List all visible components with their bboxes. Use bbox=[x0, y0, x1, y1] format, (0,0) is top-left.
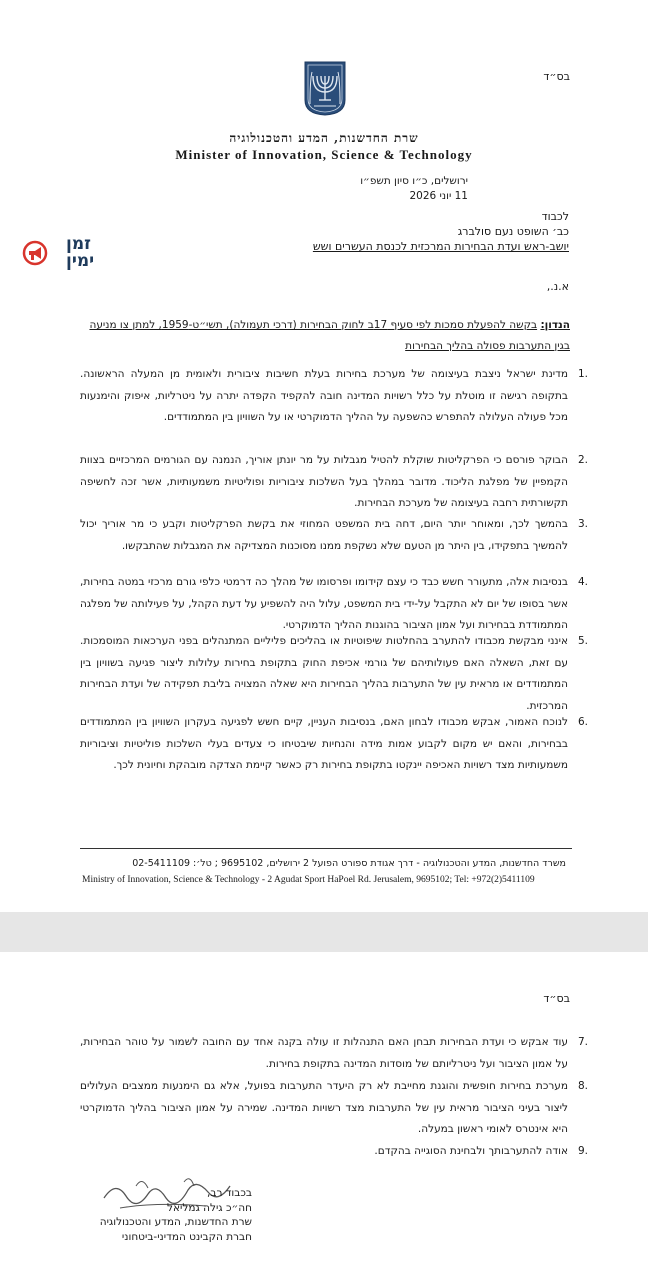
paragraph-text: מערכת בחירות חופשית והוגנת מחייבת לא רק היעדר התערבות בפועל, אלא גם הימנעות ממצבים העלולים ליצור בעיני הציבור מראית עין של התערבות מצד רשויות המדינה. שמירה על אמון הציבור בהליך הדמוקרטי היא אינטרס לאומי ראשון במעלה. bbox=[80, 1080, 568, 1135]
paragraph-9 bbox=[80, 1141, 588, 1163]
signature-block bbox=[100, 1186, 252, 1244]
logo-line-2: ימין bbox=[66, 251, 95, 271]
paragraph-7 bbox=[80, 1032, 588, 1075]
subject-line bbox=[80, 315, 570, 357]
paragraph-number: .7 bbox=[577, 1036, 588, 1048]
paragraph-number: .3 bbox=[577, 518, 588, 530]
megaphone-icon bbox=[22, 240, 48, 266]
addressee-honorific: לכבוד bbox=[541, 210, 569, 223]
paragraph-text: הבוקר פורסם כי הפרקליטות שוקלת להטיל מגבלות על מר יונתן אוריך, הנמנה עם הגורמים המרכזיים בצוות הקמפיין של מפלגת הליכוד. מדובר במהלך בעל השלכות ציבוריות ופוליטיות משמעותיות, אשר זכה לחשיפה תקשורתית רחבה בעיצומה של מערכת הבחירות. bbox=[80, 454, 568, 509]
paragraph-text: אינני מבקשת מכבודו להתערב בהחלטות שיפוטיות או בהליכים פליליים המתנהלים בפני הערכאות המוסמכות. עם זאת, השאלה האם פעולותיהם של גורמי אכיפת החוק בתקופת בחירות עלולות ליצור פגיעה בשוויון בין המתמודדים או מראית עין של התערבות בהליך הבחירות היא שאלה המצויה בליבת תפקידה של ועדת הבחירות המרכזית. bbox=[80, 635, 568, 712]
paragraph-6 bbox=[80, 712, 588, 777]
greeting: א.נ., bbox=[546, 280, 569, 293]
paragraph-number: .2 bbox=[577, 454, 588, 466]
date-block bbox=[360, 174, 468, 204]
paragraph-number: .6 bbox=[577, 716, 588, 728]
bsd-header: בס״ד bbox=[543, 70, 570, 83]
paragraph-number: .9 bbox=[577, 1145, 588, 1157]
signer-title-1: שרת החדשנות, המדע והטכנולוגיה bbox=[99, 1216, 252, 1228]
paragraph-4 bbox=[80, 572, 588, 637]
paragraph-8 bbox=[80, 1076, 588, 1141]
paragraph-text: בנסיבות אלה, מתעורר חשש כבד כי עצם קידומו ופרסומו של מהלך כה דרמטי כלפי גורם מרכזי במטה בחירות, אשר בסופו של יום לא התקבל על-ידי בית המשפט, עלול היה להשפיע על דעת הקהל, על פעילותה של מפלגה המתמודדת בבחירות ועל אמון הציבור בהוגנות ההליך הדמוקרטי. bbox=[80, 576, 568, 631]
paragraph-number: .5 bbox=[577, 635, 588, 647]
ministry-name-hebrew: שרת החדשנות, המדע והטכנולוגיה bbox=[229, 131, 419, 145]
subject-label: הנדון: bbox=[540, 319, 570, 331]
paragraph-text: לנוכח האמור, אבקש מכבודו לבחון האם, בנסיבות העניין, קיים חשש לפגיעה בעקרון השוויון בין המתמודדים בבחירות, והאם יש מקום לקבוע אמות מידה והנחיות שיבטיחו כי צעדים בעלי השלכות פוליטיות וציבוריות משמעותיות מצד רשויות האכיפה יינקטו בתקופת בחירות רק כאשר קיימת הצדקה מובהקת וחיונית לכך. bbox=[80, 716, 568, 771]
paragraph-number: .4 bbox=[577, 576, 588, 588]
date-hebrew: ירושלים, כ״ו סיון תשפ״ו bbox=[360, 175, 468, 187]
subject-text: בקשה להפעלת סמכות לפי סעיף 17ב לחוק הבחירות (דרכי תעמולה), תשי״ט-1959, למתן צו מניעה בגין התערבות פסולה בהליך הבחירות bbox=[89, 319, 570, 352]
ministry-name-english: Minister of Innovation, Science & Technology bbox=[175, 147, 473, 162]
footer-hebrew: משרד החדשנות, המדע והטכנולוגיה - דרך אגודת ספורט הפועל 2 ירושלים, 9695102 ; טל׳: 02-5411109 bbox=[132, 858, 566, 869]
footer-english: Ministry of Innovation, Science & Technology - 2 Agudat Sport HaPoel Rd. Jerusalem, 9695102; Tel: +972(2)5411109 bbox=[82, 875, 535, 885]
paragraph-2 bbox=[80, 450, 588, 515]
signer-name: חה״כ גילה גמליאל bbox=[167, 1201, 252, 1214]
paragraph-text: מדינת ישראל ניצבת בעיצומה של מערכת בחירות בעלת חשיבות ציבורית ולאומית מן המעלה הראשונה. בתקופה רגישה זו מוטלת על כלל רשויות המדינה חובה להקפיד הקפדה יתרה על ניטרליות, איפוק והימנעות מכל פעולה העלולה להתפרש כהשפעה על ההליך הדמוקרטי או על השוויון בין המתמודדים. bbox=[80, 368, 568, 423]
paragraph-text: אודה להתערבותך ולבחינת הסוגייה בהקדם. bbox=[374, 1145, 568, 1157]
signer-title-2: חברת הקבינט המדיני-ביטחוני bbox=[121, 1230, 252, 1243]
addressee-title: יושב-ראש ועדת הבחירות המרכזית לכנסת העשרים ושש bbox=[312, 240, 569, 253]
addressee-name: כב׳ השופט נעם סולברג bbox=[457, 225, 569, 238]
bsd-header: בס״ד bbox=[543, 992, 570, 1005]
paragraph-1 bbox=[80, 364, 588, 429]
paragraph-number: .1 bbox=[577, 368, 588, 380]
paragraph-number: .8 bbox=[577, 1080, 588, 1092]
addressee-block bbox=[313, 209, 569, 254]
state-emblem-icon bbox=[302, 60, 348, 116]
paragraph-5 bbox=[80, 631, 588, 717]
paragraph-text: בהמשך לכך, ומאוחר יותר היום, דחה בית המשפט המחוזי את בקשת הפרקליטות וקבע כי מר אוריך יכול להמשיך בתפקידו, בין היתר מן הטעם שלא נשקפת ממנו מסוכנות המצדיקה את המגבלות שהתבקשו. bbox=[80, 518, 568, 552]
paragraph-3 bbox=[80, 514, 588, 557]
zman-yamin-logo bbox=[22, 234, 95, 272]
logo-line-1: זמן bbox=[66, 234, 91, 254]
footer-divider bbox=[80, 848, 572, 849]
paragraph-text: עוד אבקש כי ועדת הבחירות תבחן האם התנהלות זו עולה בקנה אחד עם החובה לשמור על טוהר הבחירות, על אמון הציבור ועל ניטרליותם של מוסדות המדינה בתקופת בחירות. bbox=[80, 1036, 568, 1070]
closing: בכבוד רב, bbox=[207, 1187, 252, 1199]
date-gregorian: 11 יוני 2026 bbox=[409, 190, 468, 202]
